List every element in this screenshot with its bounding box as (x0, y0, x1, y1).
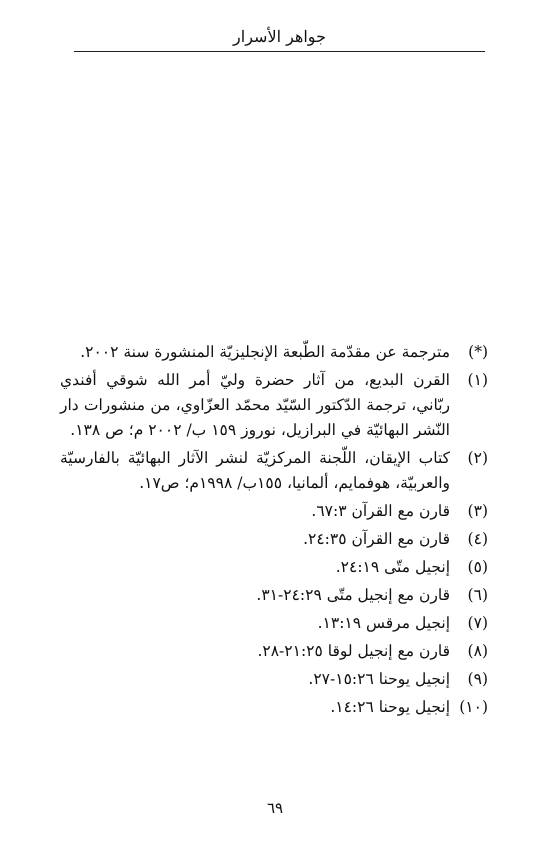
footnote (60, 499, 488, 524)
footnote-text: القرن البديع، من آثار حضرة وليّ أمر الله شوقي أفندي ربّاني، ترجمة الدّكتور السّيّد محمّد العزّاوي، من منشورات دار النّشر البهائيّة في البرازيل، نوروز ١٥٩ ب/ ٢٠٠٢ م؛ ص ١٣٨. (60, 371, 450, 439)
footnote-marker: (٩) (467, 670, 488, 688)
footnote-marker: (١٠) (459, 698, 488, 716)
footnote (60, 527, 488, 552)
footnote (60, 446, 488, 496)
footnote (60, 368, 488, 443)
footnote-text: قارن مع القرآن ٢٤:٣٥. (303, 530, 450, 548)
footnote (60, 639, 488, 664)
footnote-marker: (٧) (467, 614, 488, 632)
footnote-text: قارن مع القرآن ٦٧:٣. (311, 502, 450, 520)
footnote-marker: (٥) (467, 558, 488, 576)
footnote-text: قارن مع إنجيل لوقا ٢١:٢٥-٢٨. (257, 642, 450, 660)
footnote-text: قارن مع إنجيل متّى ٢٤:٢٩-٣١. (256, 586, 450, 604)
footnotes (60, 340, 488, 723)
footnote-marker: (١) (467, 371, 488, 389)
footnote-text: إنجيل مرقس ١٣:١٩. (317, 614, 450, 632)
footnote-text: إنجيل يوحنا ١٤:٢٦. (330, 698, 450, 716)
page-number: ٦٩ (266, 799, 284, 817)
running-header: جواهر الأسرار (233, 27, 326, 46)
footnote-text: كتاب الإيقان، اللّجنة المركزيّة لنشر الآثار البهائيّة بالفارسيّة والعربيّة، هوفمايم، ألمانيا، ١٥٥ب/ ١٩٩٨م؛ ص١٧. (60, 449, 450, 492)
footnote-marker: (٨) (467, 642, 488, 660)
footnote-marker: (*) (468, 343, 488, 361)
footnote-text: إنجيل يوحنا ١٥:٢٦-٢٧. (308, 670, 450, 688)
footnote (60, 611, 488, 636)
footnote-marker: (٦) (467, 586, 488, 604)
footnote (60, 340, 488, 365)
footnote-marker: (٤) (467, 530, 488, 548)
footnote (60, 695, 488, 720)
footnote-marker: (٢) (467, 449, 488, 467)
footnote (60, 583, 488, 608)
footnote-text: مترجمة عن مقدّمة الطّبعة الإنجليزيّة المنشورة سنة ٢٠٠٢. (80, 343, 450, 361)
footnote (60, 667, 488, 692)
footnote-marker: (٣) (467, 502, 488, 520)
footnote-text: إنجيل متّى ٢٤:١٩. (335, 558, 450, 576)
header-rule (74, 51, 485, 52)
footnote (60, 555, 488, 580)
